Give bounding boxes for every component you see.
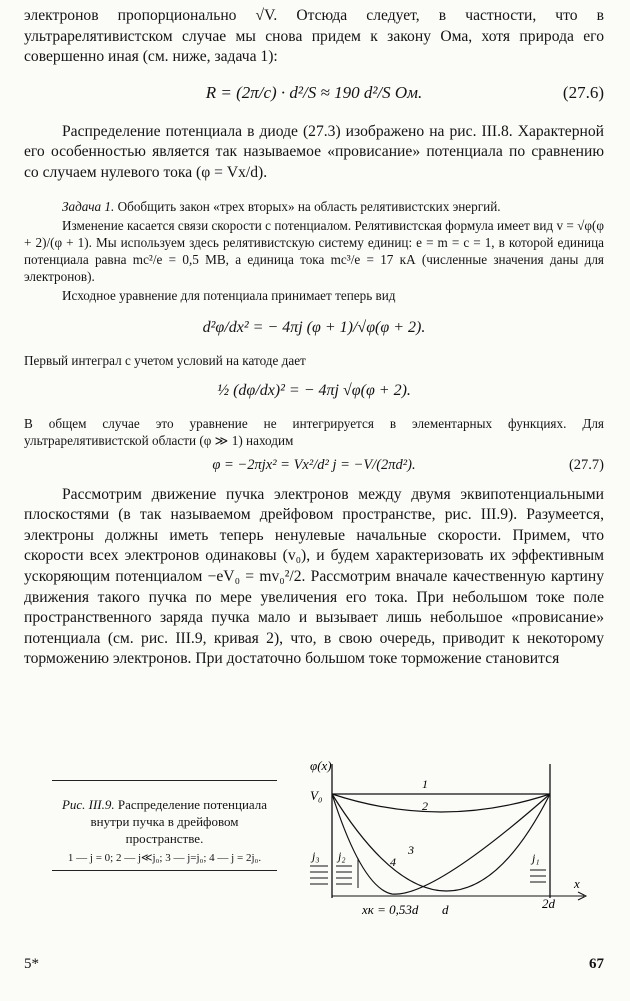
x-axis-label: x [574,876,580,891]
caption-text: Распределение потенциала внутри пучка в дрейфовом пространстве. [90,797,268,846]
page-body [24,6,604,670]
paragraph-3: Изменение касается связи скорости с потенциалом. Релятивистская формула имеет вид v = √φ(φ + 2)/(φ + 1). Мы используем здесь релятивистскую систему единиц: e = m = c = 1, в которой единица потенциала равна mc²/e = 0,5 МВ, а единица тока mc³/e = 17 кА (численные значения даны для электронов). [24,217,604,284]
paragraph-5: Первый интеграл с учетом условий на катоде дает [24,352,306,368]
paragraph-2: Распределение потенциала в диоде (27.3) изображено на рис. III.8. Характерной его особенностью является так называемое «провисание» потенциала по сравнению со случаем нулевого тока (φ = Vx/d). [24,122,604,181]
curve-label-2: 2 [422,799,428,813]
current-label-j1: j₁ [532,851,540,865]
caption-title: Рис. III.9. [61,797,115,812]
current-label-j2: j₂ [338,849,346,863]
current-label-j3: j₃ [312,849,320,863]
curve-label-1: 1 [422,777,428,791]
signature-mark: 5* [24,956,39,972]
v0-label: V₀ [310,788,323,803]
formula-27-7-body: φ = −2πjx² = Vx²/d² j = −V/(2πd²). [212,456,416,473]
y-axis-label: φ(x) [310,758,332,773]
formula-first-integral-body: ½ (dφ/dx)² = − 4πj √φ(φ + 2). [217,381,411,399]
page-number: 67 [589,956,604,972]
paragraph-4: Исходное уравнение для потенциала принимает теперь вид [62,287,396,303]
curve-4 [332,794,550,894]
figure-caption [52,796,277,865]
curve-3 [332,794,550,891]
curve-2 [332,794,550,812]
beam-arrows [310,866,546,884]
task-1-text: Обобщить закон «трех вторых» на область релятивистских энергий. [117,198,501,214]
paragraph-1: электронов пропорционально √V. Отсюда следует, в частности, что в ультрарелятивистском случае мы снова придем к закону Ома, хотя природа его совершенно иная (см. ниже, задача 1): [24,7,604,66]
caption-rule-bottom [52,870,277,871]
paragraph-7: Рассмотрим движение пучка электронов между двумя эквипотенциальными плоскостями (в так называемом дрейфовом пространстве, рис. III.9). Разумеется, электроны должны иметь теперь ненулевые начальные скорости. Примем, что скорости всех электронов одинаковы (v₀), и будем характеризовать их эффективным ускоряющим потенциалом −eV₀ = mv₀²/2. Рассмотрим вначале качественную картину движения такого пучка по мере увеличения его тока. При небольшом токе поле пространственного заряда пучка мало и вызывает лишь небольшое «провисание» потенциала (см. рис. III.9, кривая 2), что, в свою очередь, приводит к некоторому торможению электронов. При достаточно большом токе торможение становится [24,485,604,668]
task-1-label: Задача 1. [62,198,115,214]
equation-number-27-6: (27.6) [562,82,604,102]
paragraph-6: В общем случае это уравнение не интегрируется в элементарных функциях. Для ультрарелятивистской области (φ ≫ 1) находим [24,415,604,448]
2d-label: 2d [542,896,555,911]
formula-27-7 [24,449,604,481]
formula-27-6 [24,70,604,116]
formula-27-6-body: R = (2π/c) · d²/S ≈ 190 d²/S Ом. [205,82,423,102]
caption-rule-top [52,780,277,781]
caption-legend: 1 — j = 0; 2 — j≪j₀; 3 — j=j₀; 4 — j = 2j₀. [67,852,262,864]
xk-label: xк = 0,53d [362,902,419,917]
figure-iii-9 [24,758,604,918]
d-label: d [442,902,449,917]
formula-poisson-body: d²φ/dx² = − 4πj (φ + 1)/√φ(φ + 2). [202,318,426,336]
formula-poisson [24,306,604,350]
task-1 [24,198,604,215]
equation-number-27-7: (27.7) [568,456,604,473]
potential-plot [292,758,592,918]
formula-first-integral [24,371,604,411]
curve-label-3: 3 [408,843,414,857]
curve-label-4: 4 [390,855,396,869]
